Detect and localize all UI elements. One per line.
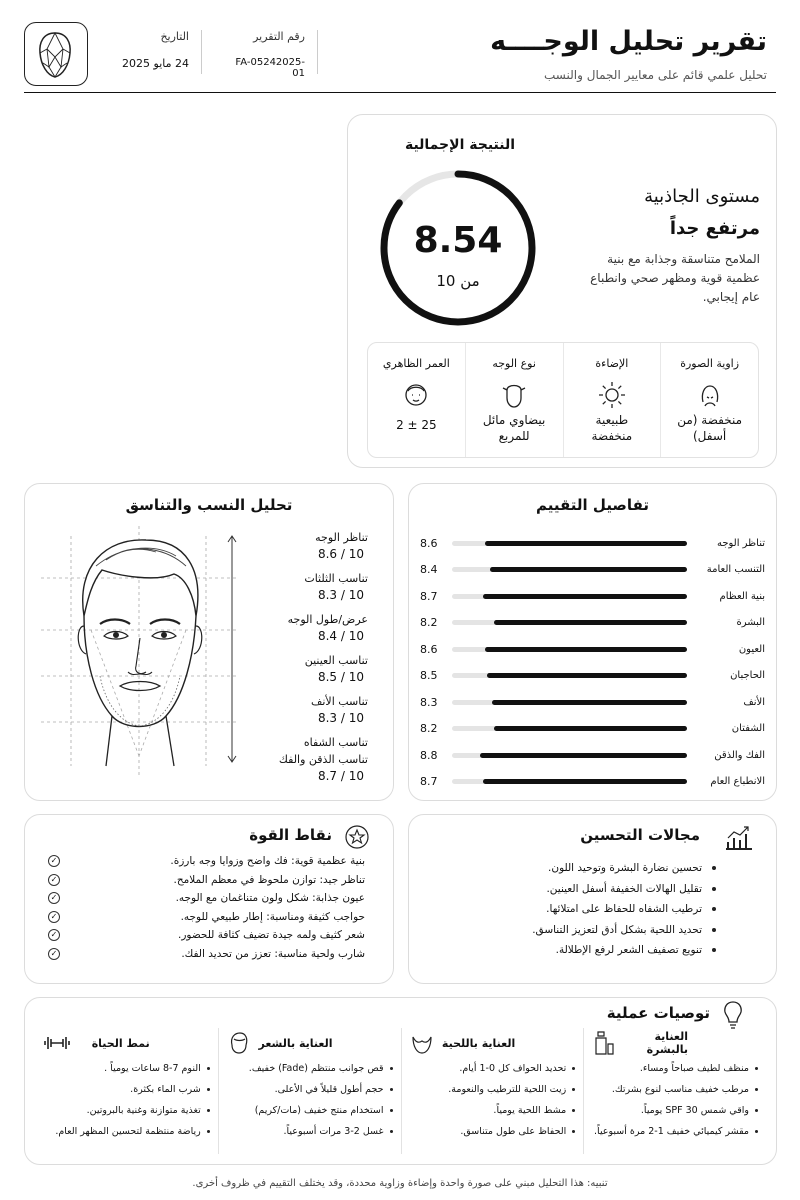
photo-meta-age-label: العمر الظاهري <box>382 357 450 370</box>
date-label: التاريخ <box>160 30 189 43</box>
rating-value: 8.7 <box>420 589 438 603</box>
rating-bar-track <box>452 567 687 572</box>
recommendation-text: تحديد الحواف كل 0-1 أيام. <box>459 1063 567 1074</box>
bullet-dot <box>572 1067 575 1070</box>
rating-label: العيون <box>738 643 765 655</box>
check-circle-icon: ✓ <box>48 911 60 923</box>
dumbbell-icon <box>44 1034 70 1052</box>
recommendation-column <box>36 1028 218 1154</box>
photo-meta-angle <box>660 343 758 457</box>
recommendation-text: غسل 2-3 مرات أسبوعياً. <box>283 1126 384 1137</box>
photo-meta-angle-label: زاوية الصورة <box>680 357 740 370</box>
recommendation-item <box>227 1058 393 1079</box>
recommendation-item <box>410 1058 576 1079</box>
improvement-item <box>436 920 716 941</box>
improvement-item <box>436 940 716 961</box>
strength-item <box>40 926 365 945</box>
rating-row <box>420 689 765 716</box>
improvement-item <box>436 899 716 920</box>
proportion-item <box>258 752 368 785</box>
recommendation-item <box>592 1121 758 1142</box>
recommendation-column <box>583 1028 766 1154</box>
recommendation-text: مرطب خفيف مناسب لنوع بشرتك. <box>611 1084 749 1095</box>
improvement-item <box>436 879 716 900</box>
recommendation-text: قص جوانب منتظم (Fade) خفيف. <box>248 1063 384 1074</box>
rating-label: تناظر الوجه <box>716 537 765 549</box>
proportion-item <box>258 571 368 604</box>
rating-row <box>420 610 765 637</box>
photo-meta-box <box>367 342 759 458</box>
rating-value: 8.3 <box>420 695 438 709</box>
recommendation-column-header <box>227 1028 393 1058</box>
rating-value: 8.4 <box>420 563 438 577</box>
check-circle-icon: ✓ <box>48 892 60 904</box>
photo-meta-lighting <box>563 343 661 457</box>
rating-row <box>420 742 765 769</box>
face-tilt-icon <box>695 380 725 410</box>
rating-label: الانطباع العام <box>710 776 765 788</box>
recommendation-text: منظف لطيف صباحاً ومساء. <box>639 1063 749 1074</box>
rating-label: البشرة <box>736 617 765 629</box>
rating-bar-fill <box>483 779 687 784</box>
date-block <box>112 30 202 74</box>
strengths-list <box>40 852 365 963</box>
bullet-dot <box>755 1130 758 1133</box>
recommendation-columns <box>36 1028 766 1154</box>
recommendation-item <box>227 1079 393 1100</box>
rating-bar-fill <box>485 541 687 546</box>
bullet-dot <box>390 1130 393 1133</box>
header-divider <box>24 92 776 93</box>
strengths-title: نقاط القوة <box>249 826 332 844</box>
improvement-text: تنويع تصفيف الشعر لرفع الإطلالة. <box>555 944 702 957</box>
rating-value: 8.8 <box>420 748 438 762</box>
strength-text: بنية عظمية قوية: فك واضح وزوايا وجه بارزة. <box>170 855 365 868</box>
footer-note: تنبيه: هذا التحليل مبني على صورة واحدة وإضاءة وزاوية محددة، وقد يختلف التقييم في ظروف أخرى. <box>192 1178 608 1189</box>
face-age-icon <box>401 380 431 410</box>
bullet-dot <box>712 948 716 952</box>
recommendation-item <box>227 1100 393 1121</box>
recommendation-item <box>227 1121 393 1142</box>
rating-value: 8.2 <box>420 616 438 630</box>
report-number-block <box>228 30 318 79</box>
proportion-label: تناسب الثلثات <box>304 572 368 585</box>
check-circle-icon: ✓ <box>48 874 60 886</box>
face-mesh-logo-icon <box>24 22 88 86</box>
improvement-text: تحسين نضارة البشرة وتوحيد اللون. <box>548 862 702 875</box>
rating-list <box>420 530 765 795</box>
bullet-dot <box>207 1088 210 1091</box>
proportion-item <box>258 694 368 727</box>
rating-bar-fill <box>494 726 687 731</box>
recommendation-text: النوم 7-8 ساعات يومياً . <box>104 1063 201 1074</box>
rating-value: 8.6 <box>420 536 438 550</box>
rating-row <box>420 530 765 557</box>
recommendation-item <box>592 1079 758 1100</box>
improvement-text: تحديد اللحية بشكل أدق لتعزيز التناسق. <box>532 923 702 936</box>
overall-title: النتيجة الإجمالية <box>404 137 516 153</box>
strength-text: عيون جذابة: شكل ولون متناغمان مع الوجه. <box>175 892 365 905</box>
rating-row <box>420 583 765 610</box>
beard-icon <box>410 1031 434 1055</box>
recommendation-text: واقي شمس SPF 30 يومياً. <box>640 1105 749 1116</box>
bullet-dot <box>712 866 716 870</box>
bullet-dot <box>755 1067 758 1070</box>
bullet-dot <box>390 1109 393 1112</box>
improvements-list <box>436 858 716 961</box>
rating-bar-track <box>452 620 687 625</box>
proportion-value: 8.3 / 10 <box>317 588 364 602</box>
bullet-dot <box>572 1130 575 1133</box>
score-gauge <box>378 168 538 328</box>
rating-bar-fill <box>492 700 687 705</box>
strength-item <box>40 871 365 890</box>
recommendation-text: الحفاظ على طول متناسق. <box>460 1126 567 1137</box>
attractiveness-title: مستوى الجاذبية <box>644 186 760 207</box>
recommendations-title: توصيات عملية <box>606 1004 710 1022</box>
bullet-dot <box>207 1109 210 1112</box>
photo-meta-lighting-value: طبيعية منخفضة <box>591 413 633 443</box>
proportion-value: 8.7 / 10 <box>317 769 364 783</box>
bullet-dot <box>390 1067 393 1070</box>
report-number: FA-05242025-01 <box>235 57 305 79</box>
rating-details-title: تفاصيل التقييم <box>536 496 649 514</box>
recommendation-column <box>218 1028 401 1154</box>
date-value: 24 مايو 2025 <box>122 57 189 70</box>
proportion-label: عرض/طول الوجه <box>287 613 368 626</box>
recommendation-text: استخدام منتج خفيف (مات/كريم) <box>254 1105 384 1116</box>
proportion-item <box>258 653 368 686</box>
proportions-list <box>258 530 368 793</box>
hair-icon <box>227 1031 251 1055</box>
report-subtitle: تحليل علمي قائم على معايير الجمال والنسب <box>544 68 767 82</box>
face-shape-icon <box>499 380 529 410</box>
photo-meta-faceshape <box>465 343 563 457</box>
strength-item <box>40 908 365 927</box>
rating-row <box>420 557 765 584</box>
bullet-dot <box>712 928 716 932</box>
recommendation-item <box>44 1058 210 1079</box>
recommendation-item <box>410 1100 576 1121</box>
recommendation-column-header <box>44 1028 210 1058</box>
recommendation-text: رياضة منتظمة لتحسين المظهر العام. <box>55 1126 201 1137</box>
rating-bar-fill <box>490 567 687 572</box>
rating-bar-track <box>452 673 687 678</box>
check-circle-icon: ✓ <box>48 855 60 867</box>
recommendation-item <box>410 1079 576 1100</box>
rating-bar-fill <box>494 620 687 625</box>
attractiveness-description: الملامح متناسقة وجذابة مع بنية عظمية قوية ومظهر صحي وانطباع عام إيجابي. <box>590 252 760 304</box>
rating-bar-track <box>452 726 687 731</box>
rating-bar-track <box>452 647 687 652</box>
strength-text: تناظر جيد: توازن ملحوظ في معظم الملامح. <box>173 873 365 886</box>
photo-meta-faceshape-label: نوع الوجه <box>492 357 536 370</box>
rating-row <box>420 769 765 796</box>
proportion-item <box>258 530 368 563</box>
bullet-dot <box>207 1130 210 1133</box>
attractiveness-level: مرتفع جداً <box>669 218 760 239</box>
bullet-dot <box>572 1109 575 1112</box>
rating-label: الأنف <box>743 696 765 708</box>
proportion-value: 8.4 / 10 <box>317 629 364 643</box>
rating-bar-track <box>452 779 687 784</box>
rating-bar-fill <box>485 647 687 652</box>
check-circle-icon: ✓ <box>48 929 60 941</box>
rating-value: 8.2 <box>420 722 438 736</box>
rating-bar-fill <box>483 594 687 599</box>
report-title: تقرير تحليل الوجــــه <box>490 26 767 57</box>
bullet-dot <box>207 1067 210 1070</box>
photo-meta-lighting-label: الإضاءة <box>595 357 629 370</box>
strength-text: شعر كثيف ولمه جيدة تضيف كثافة للحضور. <box>177 929 365 942</box>
recommendation-item <box>592 1058 758 1079</box>
score-out-of: من 10 <box>436 272 480 290</box>
proportion-value: 8.6 / 10 <box>317 547 364 561</box>
proportion-label: تناظر الوجه <box>315 531 368 544</box>
photo-meta-angle-value: منخفضة (من أسفل) <box>677 413 742 443</box>
bullet-dot <box>712 907 716 911</box>
face-illustration <box>36 526 242 778</box>
proportion-label: تناسب العينين <box>304 654 368 667</box>
recommendation-text: تغذية متوازنة وغنية بالبروتين. <box>86 1105 201 1116</box>
recommendation-item <box>44 1100 210 1121</box>
rating-value: 8.6 <box>420 642 438 656</box>
photo-meta-age <box>368 343 465 457</box>
proportion-item <box>258 612 368 645</box>
recommendation-column-title: العناية باللحية <box>441 1036 516 1050</box>
rating-bar-track <box>452 753 687 758</box>
recommendation-text: مقشر كيميائي خفيف 1-2 مرة أسبوعياً. <box>594 1126 749 1137</box>
improvement-item <box>436 858 716 879</box>
proportion-label: تناسب الأنف <box>310 695 368 708</box>
rating-row <box>420 663 765 690</box>
recommendation-column-title: نمط الحياة <box>91 1036 150 1050</box>
recommendation-item <box>44 1121 210 1142</box>
recommendation-column <box>401 1028 584 1154</box>
proportion-label: تناسب الشفاه <box>303 736 368 749</box>
improvement-text: ترطيب الشفاه للحفاظ على امتلائها. <box>546 903 702 916</box>
bullet-dot <box>572 1088 575 1091</box>
recommendation-text: شرب الماء بكثرة. <box>130 1084 201 1095</box>
rating-bar-track <box>452 541 687 546</box>
score-value: 8.54 <box>413 220 503 261</box>
proportion-item <box>258 735 368 750</box>
sun-icon <box>597 380 627 410</box>
recommendation-text: مشط اللحية يومياً. <box>493 1105 567 1116</box>
strength-item <box>40 889 365 908</box>
rating-label: الفك والذقن <box>714 749 765 761</box>
bullet-dot <box>390 1088 393 1091</box>
skincare-bottle-icon <box>592 1030 614 1056</box>
bullet-dot <box>755 1109 758 1112</box>
rating-value: 8.7 <box>420 775 438 789</box>
report-number-label: رقم التقرير <box>253 30 305 43</box>
improvements-title: مجالات التحسين <box>580 826 700 844</box>
rating-label: التنسب العامة <box>706 564 765 576</box>
strength-text: حواجب كثيفة ومناسبة: إطار طبيعي للوجه. <box>180 910 365 923</box>
rating-label: الشفتان <box>731 723 765 735</box>
bullet-dot <box>755 1088 758 1091</box>
rating-bar-track <box>452 594 687 599</box>
recommendation-column-title: العناية بالشعر <box>258 1036 333 1050</box>
rating-row <box>420 636 765 663</box>
recommendation-column-header <box>592 1028 758 1058</box>
recommendation-text: حجم أطول قليلاً في الأعلى. <box>274 1084 384 1095</box>
strength-text: شارب ولحية مناسبة: تعزز من تحديد الفك. <box>181 947 365 960</box>
rating-bar-fill <box>480 753 687 758</box>
photo-meta-faceshape-value: بيضاوي مائل للمربع <box>482 413 546 443</box>
strength-item <box>40 852 365 871</box>
proportion-label: تناسب الذقن والفك <box>278 753 368 766</box>
rating-label: الحاجبان <box>730 670 765 682</box>
recommendation-text: زيت اللحية للترطيب والنعومة. <box>448 1084 567 1095</box>
star-icon <box>345 825 369 849</box>
proportion-value: 8.5 / 10 <box>317 670 364 684</box>
strength-item <box>40 945 365 964</box>
rating-bar-track <box>452 700 687 705</box>
photo-meta-age-value: 25 ± 2 <box>396 418 437 432</box>
recommendation-column-title: العناية بالبشرة <box>646 1030 688 1056</box>
proportions-title: تحليل النسب والتناسق <box>125 496 293 514</box>
chart-trend-icon <box>724 824 754 852</box>
recommendation-item <box>44 1079 210 1100</box>
proportion-value: 8.3 / 10 <box>317 711 364 725</box>
rating-bar-fill <box>487 673 687 678</box>
lightbulb-icon <box>722 1000 744 1030</box>
check-circle-icon: ✓ <box>48 948 60 960</box>
recommendation-item <box>410 1121 576 1142</box>
rating-value: 8.5 <box>420 669 438 683</box>
rating-label: بنية العظام <box>719 590 765 602</box>
bullet-dot <box>712 887 716 891</box>
rating-row <box>420 716 765 743</box>
improvement-text: تقليل الهالات الخفيفة أسفل العينين. <box>546 882 702 895</box>
recommendation-column-header <box>410 1028 576 1058</box>
recommendation-item <box>592 1100 758 1121</box>
